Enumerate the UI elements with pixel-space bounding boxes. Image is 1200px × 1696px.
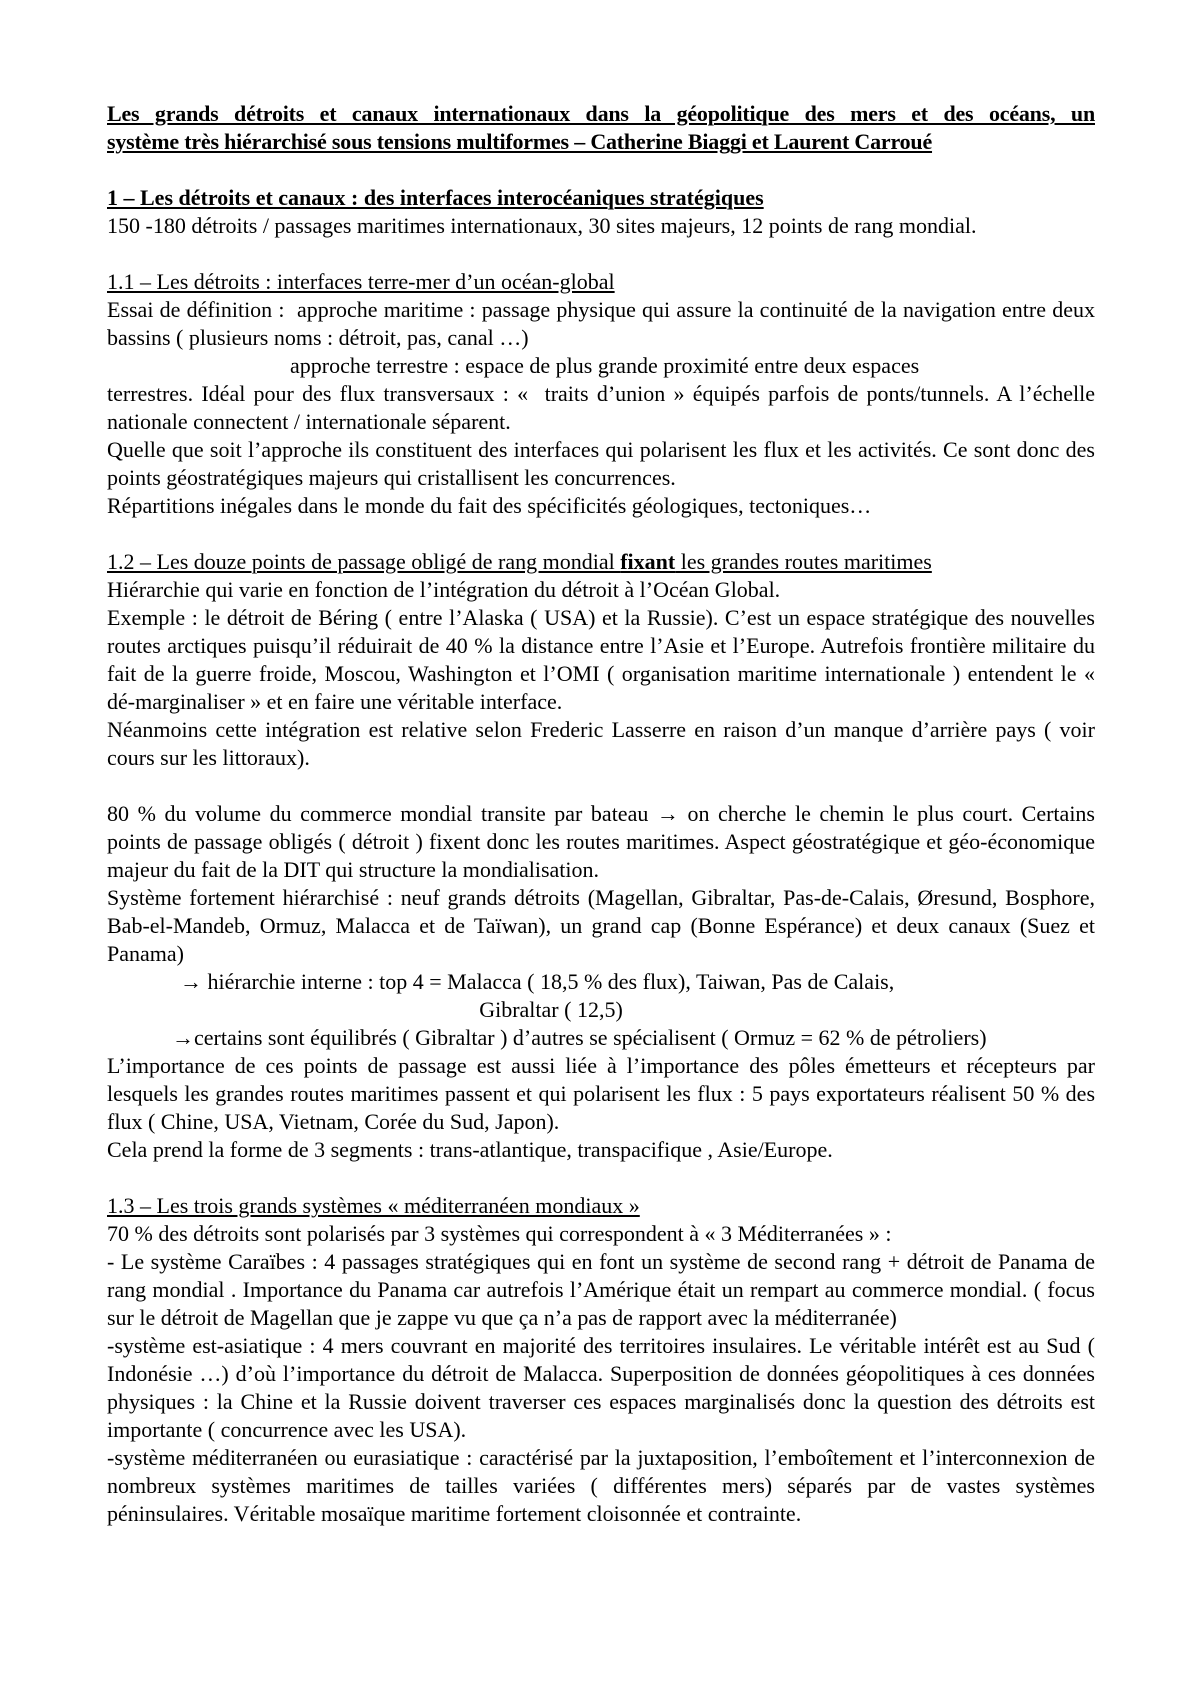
line-approche-terrestre: approche terrestre : espace de plus grande proximité entre deux espaces: [290, 353, 920, 378]
para-80-pourcent-commerce: 80 % du volume du commerce mondial transite par bateau → on cherche le chemin le plus court. Certains points de passage obligés ( détroit ) fixent donc les routes maritimes. Aspect géostratégique et géo-économique majeur du fait de la DIT qui structure la mondialisation.: [107, 801, 1095, 882]
blank-line: [107, 520, 1095, 548]
blank-line: [107, 240, 1095, 268]
doc-title-line-2: système très hiérarchisé sous tensions multiformes – Catherine Biaggi et Laurent Carroué: [107, 129, 933, 154]
section-1-2-heading-pre: 1.2 – Les douze points de passage obligé de rang mondial: [107, 549, 621, 574]
section-1-2-heading-post: les grandes routes maritimes: [675, 549, 932, 574]
para-systeme-caraibes: - Le système Caraïbes : 4 passages stratégiques qui en font un système de second rang + détroit de Panama de rang mondial . Importance du Panama car autrefois l’Amérique était un rempart au commerce mondial. ( focus sur le détroit de Magellan que je zappe vu que ça n’a pas de rapport avec la méditerranée): [107, 1249, 1095, 1330]
para-70-pourcent-3-systemes: 70 % des détroits sont polarisés par 3 systèmes qui correspondent à « 3 Méditerranées » :: [107, 1221, 892, 1246]
section-1-1-heading: 1.1 – Les détroits : interfaces terre-mer d’un océan-global: [107, 269, 615, 294]
para-approche-maritime: Essai de définition : approche maritime : passage physique qui assure la continuité de la navigation entre deux bassins ( plusieurs noms : détroit, pas, canal …): [107, 297, 1095, 350]
blank-line: [107, 156, 1095, 184]
para-importance-poles: L’importance de ces points de passage est aussi liée à l’importance des pôles émetteurs et récepteurs par lesquels les grandes routes maritimes passent et qui polarisent les flux : 5 pays exportateurs réalisent 50 % des flux ( Chine, USA, Vietnam, Corée du Sud, Japon).: [107, 1053, 1095, 1134]
para-systeme-hierarchise: Système fortement hiérarchisé : neuf grands détroits (Magellan, Gibraltar, Pas-de-Calais, Øresund, Bosphore, Bab-el-Mandeb, Ormuz, Malacca et de Taïwan), un grand cap (Bonne Espérance) et deux canaux (Suez et Panama): [107, 885, 1095, 966]
para-repartitions-inegales: Répartitions inégales dans le monde du fait des spécificités géologiques, tectoniques…: [107, 493, 872, 518]
para-hierarchie-ocean-global: Hiérarchie qui varie en fonction de l’intégration du détroit à l’Océan Global.: [107, 577, 781, 602]
para-cela-3-segments: Cela prend la forme de 3 segments : trans-atlantique, transpacifique , Asie/Europe.: [107, 1137, 833, 1162]
para-neanmoins-lasserre: Néanmoins cette intégration est relative selon Frederic Lasserre en raison d’un manque d’arrière pays ( voir cours sur les littoraux).: [107, 717, 1095, 770]
para-terrestres-flux: terrestres. Idéal pour des flux transversaux : « traits d’union » équipés parfois de ponts/tunnels. A l’échelle nationale connectent / internationale séparent.: [107, 381, 1095, 434]
para-interfaces-polarisent: Quelle que soit l’approche ils constituent des interfaces qui polarisent les flux et les activités. Ce sont donc des points géostratégiques majeurs qui cristallisent les concurrences.: [107, 437, 1095, 490]
section-1-2-heading: [107, 548, 1095, 576]
para-systeme-mediterraneen: -système méditerranéen ou eurasiatique : caractérisé par la juxtaposition, l’emboîtement et l’interconnexion de nombreux systèmes maritimes de tailles variées ( différentes mers) séparés par de vastes systèmes péninsulaires. Véritable mosaïque maritime fortement cloisonnée et contrainte.: [107, 1445, 1095, 1526]
para-exemple-bering: Exemple : le détroit de Béring ( entre l’Alaska ( USA) et la Russie). C’est un espace stratégique des nouvelles routes arctiques puisqu’il réduirait de 40 % la distance entre l’Asie et l’Europe. Autrefois frontière militaire du fait de la guerre froide, Moscou, Washington et l’OMI ( organisation maritime internationale ) entendent le « dé-marginaliser » et en faire une véritable interface.: [107, 605, 1095, 714]
section-1-heading: 1 – Les détroits et canaux : des interfaces interocéaniques stratégiques: [107, 185, 764, 210]
blank-line: [107, 1164, 1095, 1192]
section-1-intro: 150 -180 détroits / passages maritimes internationaux, 30 sites majeurs, 12 points de rang mondial.: [107, 213, 977, 238]
line-certains-equilibres: →certains sont équilibrés ( Gibraltar ) d’autres se spécialisent ( Ormuz = 62 % de pétroliers): [172, 1025, 987, 1050]
line-hierarchie-interne: → hiérarchie interne : top 4 = Malacca ( 18,5 % des flux), Taiwan, Pas de Calais,: [180, 969, 895, 994]
doc-title-line-1: Les grands détroits et canaux internationaux dans la géopolitique des mers et des océans, un: [107, 101, 1095, 126]
section-1-2-heading-bold-fixant: fixant: [620, 549, 676, 574]
line-gibraltar-12-5: Gibraltar ( 12,5): [479, 997, 623, 1022]
para-systeme-est-asiatique: -système est-asiatique : 4 mers couvrant en majorité des territoires insulaires. Le véritable intérêt est au Sud ( Indonésie …) d’où l’importance du détroit de Malacca. Superposition de données géopolitiques à ces données physiques : la Chine et la Russie doivent traverser ces espaces marginalisés donc la question des détroits est importante ( concurrence avec les USA).: [107, 1333, 1095, 1442]
blank-line: [107, 772, 1095, 800]
section-1-3-heading: 1.3 – Les trois grands systèmes « méditerranéen mondiaux »: [107, 1193, 640, 1218]
